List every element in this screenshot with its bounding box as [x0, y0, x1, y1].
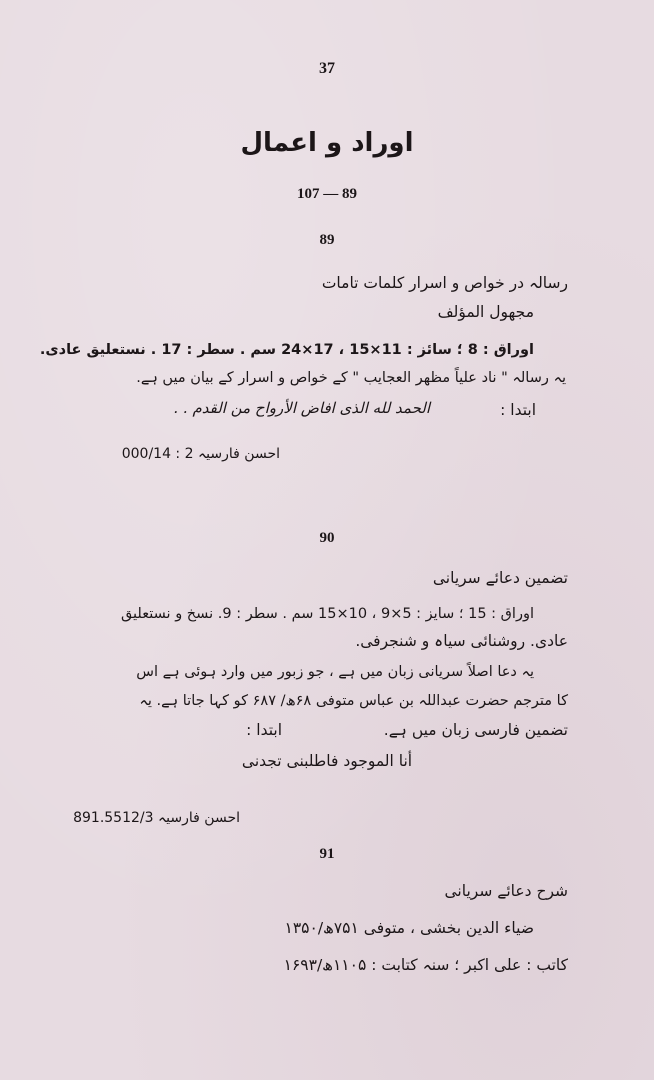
entry-90-description-line3: تضمین فارسی زبان میں ہے. — [383, 721, 568, 739]
entry-90-details-line1: اوراق : 15 ؛ سایز : 5×9 ، 10×15 سم . سطر : 9. نسخ و نستعلیق — [120, 606, 534, 622]
entry-90-description-line2: کا مترجم حضرت عبداللہ بن عباس متوفی ۶۸ھ/ ۶۸۷ کو کہا جاتا ہے. یہ — [139, 693, 568, 709]
entry-number-89: 89 — [319, 232, 335, 248]
entry-90-ibtida-text: أنا الموجود فاطلبنی تجدنی — [241, 752, 413, 770]
entry-91-scribe: کاتب : علی اکبر ؛ سنہ کتابت : ۱۱۰۵ھ/۱۶۹۳ — [283, 956, 568, 974]
entry-90-reference: احسن فارسیہ 891.5512/3 — [73, 810, 240, 826]
entry-89-ibtida-label: ابتدا : — [500, 401, 536, 419]
entry-89-heading: رسالہ در خواص و اسرار کلمات تامات — [321, 274, 568, 292]
entry-89-details: اوراق : 8 ؛ سائز : 11×15 ، 17×24 سم . سطر : 17 . نستعلیق عادی. — [39, 342, 534, 358]
entry-90-details-line2: عادی. روشنائی سیاہ و شنجرفی. — [355, 632, 568, 650]
entry-90-heading: تضمین دعائے سریانی — [432, 569, 568, 587]
page-title: اوراد و اعمال — [240, 128, 414, 158]
page-number: 37 — [319, 60, 335, 77]
entry-91-author: ضیاء الدین بخشی ، متوفی ۷۵۱ھ/۱۳۵۰ — [284, 919, 534, 937]
entry-90-ibtida-label: ابتدا : — [246, 721, 282, 739]
entry-91-heading: شرح دعائے سریانی — [444, 882, 568, 900]
entry-range: 107 — 89 — [297, 186, 357, 202]
entry-number-90: 90 — [319, 530, 335, 546]
entry-89-ibtida-text: الحمد لله الذی افاض الأرواح من القدم . . — [173, 399, 430, 417]
entry-89-description: یہ رسالہ " ناد علیاً مظھر العجایب " کے خواص و اسرار کے بیان میں ہے. — [136, 370, 566, 386]
entry-89-reference: احسن فارسیہ 2 : 000/14 — [121, 446, 280, 462]
entry-89-author: مجھول المؤلف — [437, 303, 534, 321]
entry-number-91: 91 — [319, 846, 335, 862]
entry-90-description-line1: یہ دعا اصلاً سریانی زبان میں ہے ، جو زبور میں وارد ہوئی ہے اس — [136, 664, 534, 680]
